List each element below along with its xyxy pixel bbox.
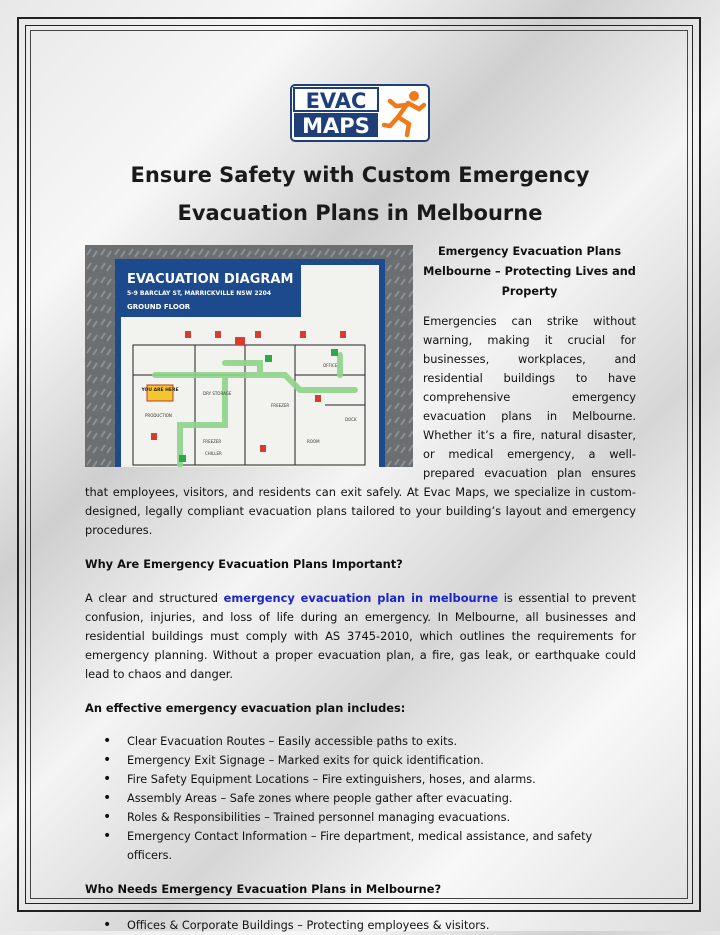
who-list [85, 916, 636, 935]
diagram-floor: GROUND FLOOR [127, 303, 191, 311]
list-item: • Roles & Responsibilities – Trained personnel managing evacuations. [85, 808, 636, 827]
list-item: • Fire Safety Equipment Locations – Fire extinguishers, hoses, and alarms. [85, 770, 636, 789]
why-text-before-link: A clear and structured [85, 591, 224, 605]
room-label: DRY STORAGE [203, 391, 232, 396]
evac-maps-logo [290, 84, 430, 142]
logo-line2: MAPS [302, 114, 370, 138]
intro-paragraph: Emergencies can strike without warning, making it crucial for businesses, workplaces, and residential buildings to have comprehensive emergency evacuation plans in Melbourne. Whether it’s a fire, natural disaster, or medical emergency, a well-prepared evacuation plan ensures that employees, visitors, and residents can exit safely. At Evac Maps, we specialize in custom-designed, legally compliant evacuation plans tailored to your building’s layout and emergency procedures. [85, 314, 636, 537]
room-label: CHILLER [205, 451, 222, 456]
list-item: • Assembly Areas – Safe zones where people gather after evacuating. [85, 789, 636, 808]
room-label: OFFICE [323, 363, 338, 368]
section-heading-why: Why Are Emergency Evacuation Plans Important? [85, 557, 403, 571]
article-content [85, 242, 636, 935]
why-text-after-link: is essential to prevent confusion, injuries, and loss of life during an emergency. In Melbourne, all businesses and residential buildings must comply with AS 3745-2010, which outlines the requirements for emergency planning. Without a proper evacuation plan, a fire, gas leak, or earthquake could lead to chaos and danger. [85, 591, 636, 681]
includes-list [85, 732, 636, 865]
diagram-address: 5-9 BARCLAY ST, MARRICKVILLE NSW 2204 [127, 290, 272, 297]
logo-line1: EVAC [305, 89, 367, 113]
why-paragraph [85, 589, 636, 684]
list-item: • Emergency Exit Signage – Marked exits for quick identification. [85, 751, 636, 770]
room-label: FREEZER [271, 403, 290, 408]
section-heading-includes: An effective emergency evacuation plan includes: [85, 701, 406, 715]
list-item: • Clear Evacuation Routes – Easily accessible paths to exits. [85, 732, 636, 751]
diagram-heading: EVACUATION DIAGRAM [127, 272, 294, 287]
room-label: FREEZER [203, 439, 222, 444]
evacuation-plan-link[interactable]: emergency evacuation plan in melbourne [223, 591, 499, 605]
room-label: DOCK [345, 417, 357, 422]
list-item: • Offices & Corporate Buildings – Protecting employees & visitors. [85, 916, 636, 935]
list-item: • Emergency Contact Information – Fire department, medical assistance, and safety officers. [85, 827, 636, 865]
room-label: PRODUCTION [145, 413, 172, 418]
evacuation-diagram-photo [85, 245, 413, 467]
section-heading-who: Who Needs Emergency Evacuation Plans in Melbourne? [85, 882, 442, 896]
room-label: ROOM [307, 439, 320, 444]
you-are-here-label: YOU ARE HERE [141, 388, 179, 393]
side-heading: Emergency Evacuation Plans Melbourne – Protecting Lives and Property [423, 245, 636, 298]
page-title: Ensure Safety with Custom Emergency Evacuation Plans in Melbourne [130, 163, 590, 225]
